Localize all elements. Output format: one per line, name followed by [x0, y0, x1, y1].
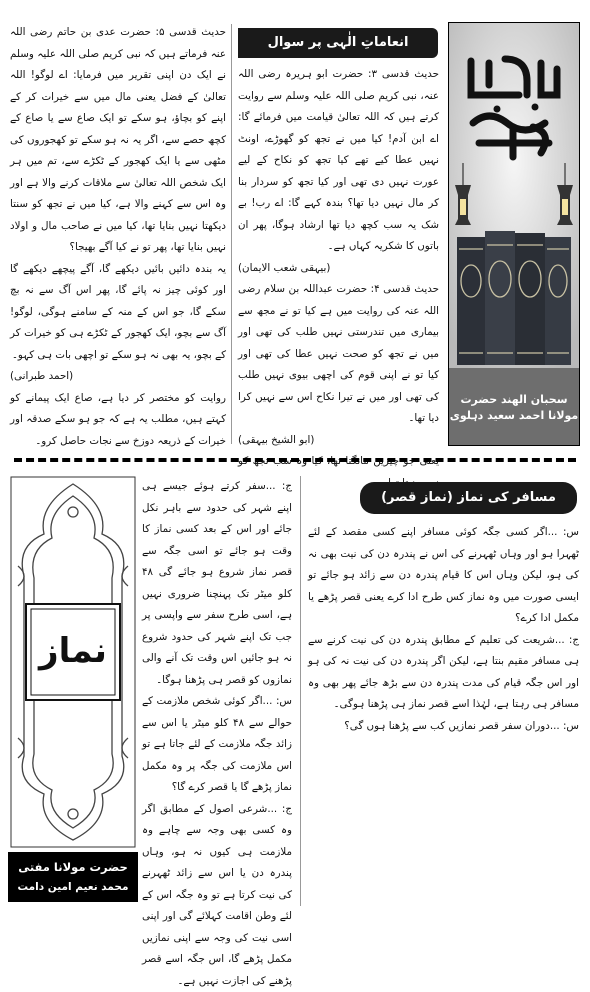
- book-author-banner: [449, 368, 579, 445]
- answer-1: ج: ...شریعت کی تعلیم کے مطابق پندرہ دن کی نیت کرنے سے ہی مسافر مقیم بنتا ہے، لیکن اگر پندرہ دن کی نیت نہ کی ہو اور اس جگہ قیام کی مدت پندرہ دن سے بڑھ جائے پھر بھی وہ مسافر ہی رہتا ہے، لہٰذا اسے قصر نماز ہی پڑھنا ہوگی۔: [308, 630, 579, 716]
- namaz-calligraphy: نماز: [26, 626, 120, 676]
- section1-heading: انعاماتِ الٰہی پر سوال: [238, 28, 438, 58]
- section2-column-right: [308, 522, 579, 737]
- answer-3: ج: ...شرعی اصول کے مطابق اگر وہ کسی بھی وجہ سے چاہے وہ ملازمت ہی کیوں نہ ہو، وہاں پندرہ دن یا اس سے زائد ٹھہرنے کی نیت کرتا ہے تو وہ جگہ اس کے لئے وطن اقامت کہلائے گی اور اپنی اسی نیت کی وجہ سے اپنی نمازیں مکمل پڑھے گا، اس جگہ اسے قصر پڑھنے کی اجازت نہیں ہے۔: [142, 799, 292, 992]
- book-cover-art: [449, 23, 579, 368]
- section-divider: [14, 458, 576, 462]
- section1-column-left: [10, 22, 226, 452]
- column-divider: [231, 24, 232, 444]
- answer-2: ج: ...سفر کرتے ہوئے جیسے ہی اپنے شہر کی حدود سے باہر نکل جائے اور اس کے بعد کسی نماز کا وقت ہو جائے تو اسی جگہ سے قصر نماز شروع ہو جائے گی ۴۸ کلو میٹر تک پہنچنا ضروری نہیں ہے، اسی طرح سفر سے واپسی پر جب تک اپنے شہر کی حدود شروع نہ ہو جائیں اس وقت تک آنے والی نمازوں کو قصر ہی پڑھنا ہوگا۔: [142, 476, 292, 691]
- hadith-3: حدیث قدسی ۳: حضرت ابو ہریرہ رضی اللہ عنہ، نبی کریم صلی اللہ علیہ وسلم سے روایت کرتے ہیں کہ اللہ تعالیٰ قیامت میں فرمائے گا: اے ابن آدم! کیا میں نے تجھ کو گھوڑے، اونٹ نہیں عطا کیے تھے کیا تجھ کو نکاح کے لیے عورت نہیں دی تھی اور کیا تجھ کو سردار بنا کر مال نہیں دیا تھا؟ بندہ کہے گا: اے رب! بے شک یہ سب کچھ دیا تھا ارشاد ہوگا، پھر ان باتوں کا شکریہ کہاں ہے۔: [238, 64, 439, 258]
- hadith-5-reference: (احمد طبرانی): [10, 366, 226, 388]
- book-cover: [448, 22, 580, 446]
- author-label: حضرت مولانا مفتی: [8, 857, 138, 877]
- hadith-5-note: روایت کو مختصر کر دیا ہے، صاع ایک پیمانے کو کہتے ہیں، مطلب یہ ہے کہ جو ہو سکے صدقہ اور خیرات کے ذریعہ دوزخ سے نجات حاصل کرو۔: [10, 388, 226, 453]
- hadith-3-reference: (بیہقی شعب الایمان): [238, 258, 439, 280]
- section2-heading: مسافر کی نماز (نماز قصر): [360, 482, 577, 514]
- question-2: س: ...دوران سفر قصر نمازیں کب سے پڑھنا ہوں گی؟: [308, 716, 579, 738]
- hadith-4: حدیث قدسی ۴: حضرت عبداللہ بن سلام رضی اللہ عنہ کی روایت میں ہے کیا تو نے مجھ سے بیماری میں تندرستی نہیں طلب کی تھی اور میں نے تجھ کو صحت نہیں عطا کی تھی اور کیا تو نے اپنی قوم کی اچھی بیوی نہیں طلب کی تھی اور میں نے تیرا نکاح اس سے نہیں کرا دیا تھا۔: [238, 279, 439, 430]
- section1-column-right: [238, 64, 439, 494]
- hadith-5-continued: یہ بندہ دائیں بائیں دیکھے گا، آگے پیچھے دیکھے گا اور کوئی چیز نہ پائے گا، پھر اس آگ سے نہ بچ سکے گا، جو اس کے منہ کے سامنے ہوگی، لوگو! آگ سے بچو، ایک کھجور کے ٹکڑے ہی کو خیرات کر کے بچو، یہ بھی نہ ہو سکے تو اچھی بات ہی کہو۔: [10, 259, 226, 367]
- book-author-label: سحبان الھند حضرت: [449, 392, 579, 408]
- author-name: محمد نعیم امین دامت برکاتہم: [8, 877, 138, 917]
- question-1: س: ...اگر کسی جگہ کوئی مسافر اپنے کسی مقصد کے لئے ٹھہرا ہو اور وہاں ٹھہرنے کی اس نے پندرہ دن کی نیت بھی نہ کی ہو، لیکن وہاں اس کا قیام پندرہ دن سے زائد ہو جائے تو ایسی صورت میں وہ نماز کس طرح ادا کرے یعنی قصر پڑھے یا مکمل ادا کرے؟: [308, 522, 579, 630]
- question-3: س: ...اگر کوئی شخص ملازمت کے حوالے سے ۴۸ کلو میٹر یا اس سے زائد جگہ ملازمت کے لئے جاتا ہے تو اس ملازمت کی جگہ پر وہ مکمل نماز پڑھے گا یا قصر کرے گا؟: [142, 691, 292, 799]
- column-divider-bottom: [300, 476, 301, 906]
- section2-column-middle: [142, 476, 292, 992]
- hadith-4-note: یعنی جو چیزیں مانگتا تھا، کیا وہ سب تجھ کو: [238, 451, 439, 494]
- namaz-side-panel: [10, 476, 136, 848]
- section2-author-box: [8, 852, 138, 902]
- hadith-5: حدیث قدسی ۵: حضرت عدی بن حاتم رضی اللہ عنہ فرماتے ہیں کہ نبی کریم صلی اللہ علیہ وسلم نے ایک دن اپنی تقریر میں فرمایا: اے لوگو! اللہ تعالیٰ کے فضل یعنی مال میں سے خیرات کر کے اپنے کو بچاؤ، ہو سکے تو ایک صاع سے یا صاع کے کچھ حصے سے، اگر یہ نہ ہو سکے تو کھجوروں کی مٹھی سے یا ایک کھجور کے ٹکڑے سے، تم میں ہر ایک شخص اللہ تعالیٰ سے ملاقات کرنے والا ہے اور وہ اس سے کہنے والا ہے، کیا میں نے تجھ کو سنتا دیکھتا نہیں بنایا تھا، کیا میں نے صاحب مال و اولاد نہیں بنایا تھا، پھر تو نے کیا آگے بھیجا؟: [10, 22, 226, 259]
- book-author-name: مولانا احمد سعید دہلوی: [449, 408, 579, 424]
- hadith-4-reference: (ابو الشیخ بیہقی): [238, 430, 439, 452]
